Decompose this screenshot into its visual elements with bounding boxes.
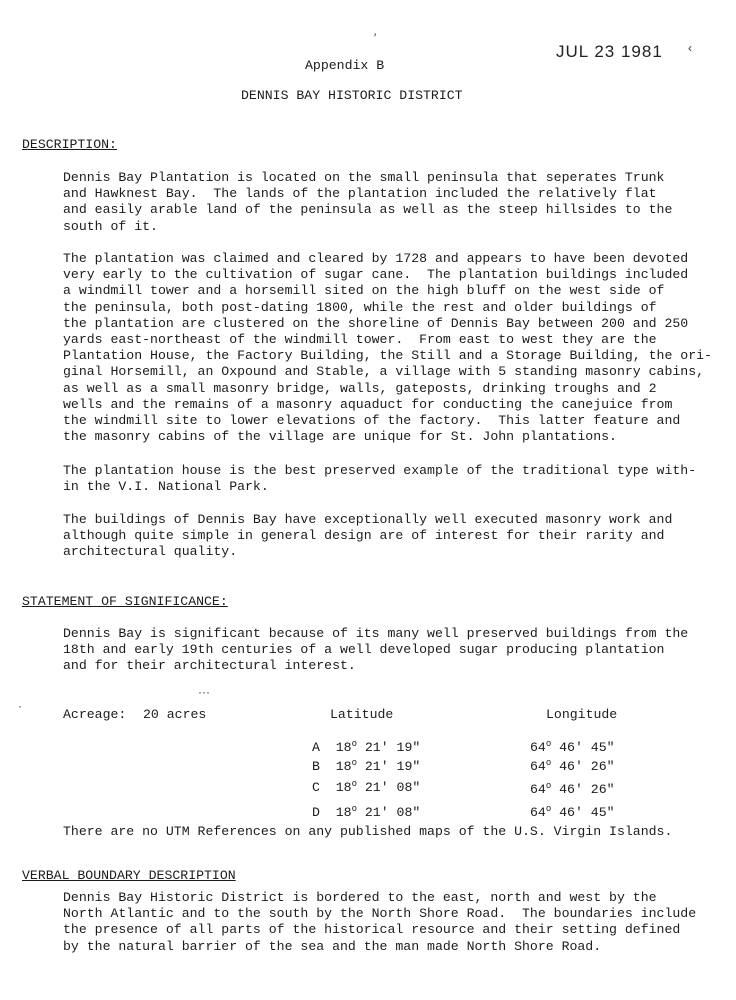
description-paragraph-4: [63, 512, 736, 561]
speck-mark: ···: [198, 685, 210, 699]
text-line: although quite simple in general design are of interest for their rarity and: [63, 528, 665, 544]
lat-deg: 18: [335, 780, 352, 795]
text-line: south of it.: [63, 218, 158, 234]
lat-deg: 18: [335, 805, 352, 820]
point-id: D: [312, 805, 320, 820]
coordinate-lon-b: 64$^o$ 46' 26": [530, 758, 615, 774]
text-line: the masonry cabins of the village are unique for St. John plantations.: [63, 429, 617, 445]
coordinate-row-b: B 18$^o$ 21' 19": [312, 758, 421, 774]
description-paragraph-2: [63, 251, 736, 445]
description-heading: DESCRIPTION:: [22, 137, 117, 152]
lon-min-sec: 46' 26": [551, 759, 615, 774]
text-line: a windmill tower and a horsemill sited on the high bluff on the west side of: [63, 283, 665, 299]
acreage-value: 20 acres: [143, 707, 207, 722]
lon-deg: 64: [530, 740, 546, 755]
boundary-heading: VERBAL BOUNDARY DESCRIPTION: [22, 868, 236, 883]
text-line: ginal Horsemill, an Oxpound and Stable, a village with 5 standing masonry cabins,: [63, 364, 705, 380]
latitude-header: Latitude: [330, 707, 394, 722]
lat-min-sec: 21' 08": [356, 805, 421, 820]
significance-heading: STATEMENT OF SIGNIFICANCE:: [22, 594, 228, 609]
text-line: Plantation House, the Factory Building, the Still and a Storage Building, the ori-: [63, 348, 712, 364]
text-line: The buildings of Dennis Bay have exceptionally well executed masonry work and: [63, 512, 673, 527]
utm-note: There are no UTM References on any published maps of the U.S. Virgin Islands.: [63, 824, 673, 839]
description-paragraph-1: [63, 170, 736, 235]
point-id: A: [312, 740, 320, 755]
date-stamp: JUL 23 1981: [556, 42, 663, 61]
lon-min-sec: 46' 26": [551, 782, 615, 797]
significance-paragraph: [63, 626, 736, 675]
text-line: North Atlantic and to the south by the North Shore Road. The boundaries include: [63, 906, 697, 922]
text-line: the peninsula, both post-dating 1800, while the rest and older buildings of: [63, 299, 657, 315]
text-line: the presence of all parts of the historical resource and their setting defined: [63, 922, 681, 938]
boundary-paragraph: [63, 890, 736, 955]
lon-min-sec: 46' 45": [551, 805, 615, 820]
text-line: and Hawknest Bay. The lands of the plantation included the relatively flat: [63, 186, 657, 202]
document-title: DENNIS BAY HISTORIC DISTRICT: [241, 88, 463, 103]
text-line: the windmill site to lower elevations of the factory. This latter feature and: [63, 413, 681, 429]
coordinate-lon-d: 64$^o$ 46' 45": [530, 804, 615, 820]
text-line: Dennis Bay Historic District is bordered to the east, north and west by the: [63, 890, 657, 905]
text-line: very early to the cultivation of sugar cane. The plantation buildings included: [63, 267, 689, 283]
point-id: C: [312, 780, 320, 795]
description-paragraph-3: [63, 463, 736, 495]
lon-deg: 64: [530, 805, 546, 820]
coordinate-lon-c: 64$^o$ 46' 26": [530, 781, 615, 797]
lat-min-sec: 21' 08": [356, 780, 421, 795]
text-line: The plantation was claimed and cleared by 1728 and appears to have been devoted: [63, 251, 689, 266]
text-line: wells and the remains of a masonry aquaduct for conducting the canejuice from: [63, 396, 673, 412]
text-line: yards east-northeast of the windmill tower. From east to west they are the: [63, 332, 657, 348]
text-line: as well as a small masonry bridge, walls, gateposts, drinking troughs and 2: [63, 380, 657, 396]
lat-deg: 18: [335, 740, 352, 755]
lat-min-sec: 21' 19": [356, 740, 421, 755]
coordinate-row-a: A 18$^o$ 21' 19": [312, 739, 421, 755]
coordinate-row-d: D 18$^o$ 21' 08": [312, 804, 421, 820]
lat-deg: 18: [335, 759, 352, 774]
speck-mark: ·: [18, 699, 22, 713]
lat-min-sec: 21' 19": [356, 759, 421, 774]
appendix-label: Appendix B: [305, 58, 385, 73]
text-line: by the natural barrier of the sea and the man made North Shore Road.: [63, 938, 602, 954]
text-line: The plantation house is the best preserved example of the traditional type with-: [63, 463, 697, 478]
text-line: Dennis Bay is significant because of its many well preserved buildings from the: [63, 626, 689, 641]
pen-mark: ′: [374, 31, 377, 45]
text-line: and for their architectural interest.: [63, 658, 356, 674]
lon-deg: 64: [530, 759, 546, 774]
text-line: architectural quality.: [63, 544, 238, 560]
longitude-header: Longitude: [546, 707, 618, 722]
coordinate-lon-a: 64$^o$ 46' 45": [530, 739, 615, 755]
point-id: B: [312, 759, 320, 774]
coordinate-row-c: C 18$^o$ 21' 08": [312, 779, 421, 795]
lon-min-sec: 46' 45": [551, 740, 615, 755]
lon-deg: 64: [530, 782, 546, 797]
pen-mark: ‹: [688, 41, 692, 55]
text-line: Dennis Bay Plantation is located on the small peninsula that seperates Trunk: [63, 170, 665, 185]
text-line: in the V.I. National Park.: [63, 479, 269, 495]
text-line: the plantation are clustered on the shoreline of Dennis Bay between 200 and 250: [63, 315, 689, 331]
text-line: 18th and early 19th centuries of a well developed sugar producing plantation: [63, 642, 665, 658]
text-line: and easily arable land of the peninsula as well as the steep hillsides to the: [63, 202, 673, 218]
acreage-label: Acreage:: [63, 707, 127, 722]
